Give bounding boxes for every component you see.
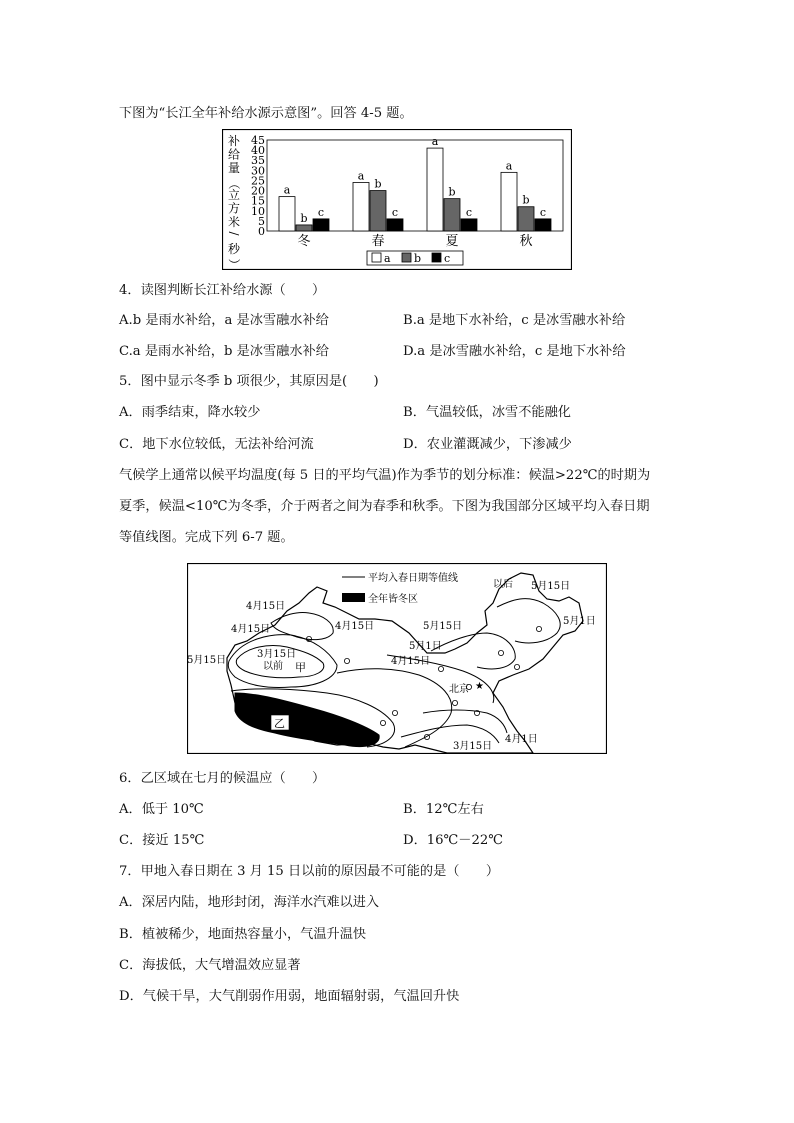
y-tick-label: 40 — [251, 144, 265, 158]
bar-data-label: a — [357, 169, 365, 183]
label-apr15-a: 4月15日 — [246, 601, 286, 612]
label-apr15-d: 4月15日 — [391, 656, 431, 667]
category-label: 春 — [371, 234, 385, 249]
bar-b — [444, 199, 460, 231]
bar-data-label: b — [448, 185, 456, 199]
bar-a — [427, 148, 443, 231]
label-may1-a: 5月1日 — [409, 641, 442, 652]
legend-swatch-a — [372, 253, 381, 262]
bar-data-label: c — [317, 205, 325, 219]
intro-text-1: 下图为“长江全年补给水源示意图”。回答 4-5 题。 — [119, 106, 413, 121]
bar-data-label: b — [374, 177, 382, 191]
y-tick-label: 30 — [251, 164, 265, 178]
bar-data-label: c — [465, 205, 473, 219]
label-yi: 乙 — [274, 717, 285, 730]
y-axis-label-char: ） — [227, 258, 241, 270]
q6-option-d: D．16℃－22℃ — [403, 833, 504, 848]
q5-option-a: A．雨季结束，降水较少 — [119, 405, 261, 420]
q4-option-d: D.a 是冰雪融水补给，c 是地下水补给 — [403, 344, 626, 359]
y-axis-label-char: 立 — [228, 188, 241, 202]
bar-c — [461, 219, 477, 231]
q6-stem: 6．乙区域在七月的候温应（ ） — [119, 771, 326, 786]
q4-option-b: B.a 是地下水补给，c 是冰雪融水补给 — [403, 313, 626, 328]
q4-stem: 4．读图判断长江补给水源（ ） — [119, 283, 326, 298]
intro-text-2-line-3: 等值线图。完成下列 6-7 题。 — [119, 530, 294, 545]
china-spring-map-figure — [187, 563, 607, 754]
y-tick-label: 20 — [251, 184, 265, 198]
label-apr15-b: 4月15日 — [231, 624, 271, 635]
q6-option-a: A．低于 10℃ — [119, 802, 204, 817]
y-tick-label: 10 — [251, 204, 265, 218]
q6-option-b: B．12℃左右 — [403, 802, 484, 817]
china-spring-map — [187, 563, 607, 754]
y-tick-label: 5 — [258, 214, 265, 228]
q7-option-c: C．海拔低，大气增温效应显著 — [119, 958, 301, 973]
bar-data-label: c — [391, 205, 399, 219]
category-label: 秋 — [519, 234, 533, 249]
bar-a — [279, 197, 295, 231]
bar-a — [353, 182, 369, 231]
q4-option-c: C.a 是雨水补给，b 是冰雪融水补给 — [119, 344, 329, 359]
label-may15-b: 5月15日 — [423, 621, 463, 632]
y-axis-label-char: 秒 — [228, 242, 241, 256]
y-axis-label-char: 方 — [228, 201, 241, 216]
label-may15-a: 5月15日 — [187, 655, 227, 666]
bar-data-label: a — [431, 135, 439, 149]
label-yihou: 以后 — [493, 579, 513, 590]
beijing-star-icon: ★ — [475, 681, 484, 692]
q4-option-a: A.b 是雨水补给，a 是冰雪融水补给 — [119, 313, 329, 328]
y-tick-label: 25 — [251, 174, 265, 188]
category-label: 夏 — [445, 234, 459, 249]
bar-chart — [222, 129, 572, 270]
bar-c — [535, 219, 551, 231]
bar-b — [296, 225, 312, 231]
q5-option-b: B．气温较低，冰雪不能融化 — [403, 405, 571, 420]
legend-label-a: a — [384, 252, 391, 265]
label-yiqian: 以前 — [263, 661, 283, 672]
legend-label-c: c — [444, 252, 451, 265]
intro-text-2-line-1: 气候学上通常以候平均温度(每 5 日的平均气温)作为季节的划分标准：候温>22℃的时期为 — [119, 468, 651, 483]
y-axis-label-char: 量 — [228, 161, 241, 175]
q5-option-c: C．地下水位较低，无法补给河流 — [119, 437, 314, 452]
y-tick-label: 45 — [251, 134, 265, 147]
label-beijing: 北京 — [449, 684, 469, 695]
q6-option-c: C．接近 15℃ — [119, 833, 205, 848]
bar-data-label: b — [522, 193, 530, 207]
label-jia: 甲 — [295, 661, 306, 674]
q7-option-b: B．植被稀少，地面热容量小，气温升温快 — [119, 927, 367, 942]
y-axis-label-char: / — [227, 231, 241, 236]
y-axis-label-char: 补 — [228, 134, 241, 148]
category-label: 冬 — [297, 234, 311, 249]
y-axis-label — [227, 133, 241, 270]
intro-text-2-line-2: 夏季，候温<10℃为冬季，介于两者之间为春季和秋季。下图为我国部分区域平均入春日期 — [119, 499, 650, 514]
legend-label-b: b — [414, 252, 422, 265]
y-tick-label: 35 — [251, 154, 265, 168]
bar-data-label: b — [300, 211, 308, 225]
legend-swatch-c — [432, 253, 441, 262]
map-legend-line-label: 平均入春日期等值线 — [368, 573, 458, 584]
y-axis-label-char: 给 — [228, 147, 241, 162]
bar-b — [370, 191, 386, 231]
bar-c — [387, 219, 403, 231]
map-legend-fill-label: 全年皆冬区 — [368, 594, 418, 605]
bar-data-label: a — [505, 159, 513, 173]
label-may15-c: 5月15日 — [531, 581, 571, 592]
q7-stem: 7．甲地入春日期在 3 月 15 日以前的原因最不可能的是（ ） — [119, 864, 500, 879]
y-tick-label: 15 — [251, 194, 265, 208]
bar-chart-figure — [222, 129, 572, 270]
q7-option-a: A．深居内陆，地形封闭，海洋水汽难以进入 — [119, 895, 380, 910]
label-mar15-a: 3月15日 — [257, 649, 297, 660]
legend — [367, 251, 463, 265]
bar-b — [518, 207, 534, 231]
label-apr1: 4月1日 — [505, 734, 538, 745]
q5-stem: 5．图中显示冬季 b 项很少，其原因是( ) — [119, 374, 379, 389]
q5-option-d: D．农业灌溉减少，下渗减少 — [403, 437, 572, 452]
label-apr15-c: 4月15日 — [335, 621, 375, 632]
y-tick-label: 0 — [258, 225, 265, 238]
y-axis-label-char: 米 — [228, 215, 241, 229]
legend-fill-icon — [342, 593, 365, 602]
label-mar15-b: 3月15日 — [453, 741, 493, 752]
bar-c — [313, 219, 329, 231]
label-may1-b: 5月1日 — [563, 616, 596, 627]
bar-data-label: c — [539, 205, 547, 219]
legend-swatch-b — [402, 253, 411, 262]
bar-a — [501, 172, 517, 231]
q7-option-d: D．气候干旱，大气削弱作用弱，地面辐射弱，气温回升快 — [119, 989, 460, 1004]
bar-data-label: a — [283, 183, 291, 197]
y-axis-label-char: （ — [227, 177, 241, 190]
